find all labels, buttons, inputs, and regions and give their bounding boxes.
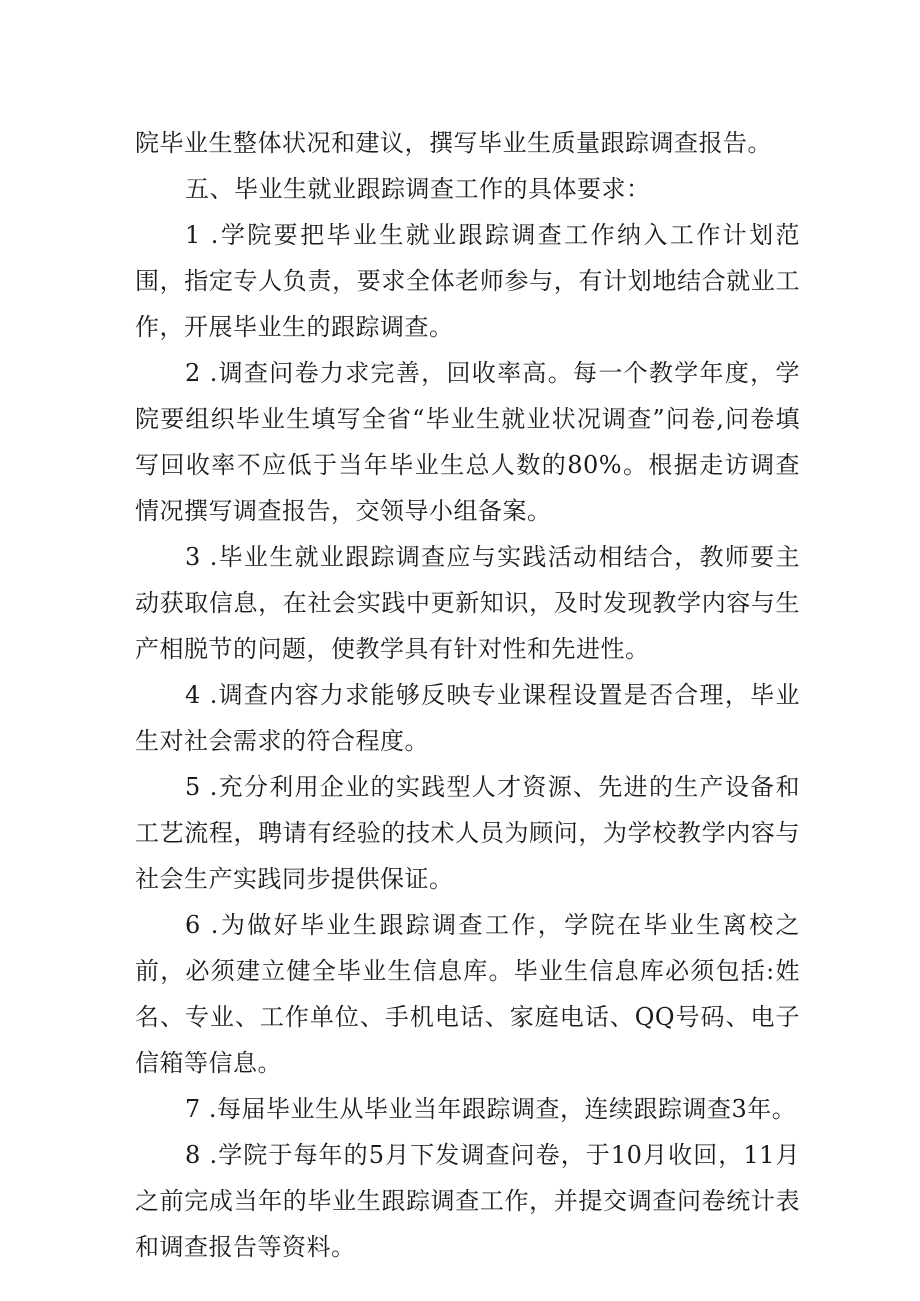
requirement-item-8: 8 .学院于每年的5月下发调查问卷，于10月收回，11月之前完成当年的毕业生跟踪调查工作，并提交调查问卷统计表和调查报告等资料。 bbox=[135, 1141, 800, 1261]
requirement-item-2: 2 .调查问卷力求完善，回收率高。每一个教学年度，学院要组织毕业生填写全省“毕业生就业状况调查”问卷,问卷填写回收率不应低于当年毕业生总人数的80%。根据走访调查情况撰写调查报告，交领导小组备案。 bbox=[135, 359, 800, 525]
requirement-item-4: 4 .调查内容力求能够反映专业课程设置是否合理，毕业生对社会需求的符合程度。 bbox=[135, 681, 800, 755]
requirement-item-3: 3 .毕业生就业跟踪调查应与实践活动相结合，教师要主动获取信息，在社会实践中更新知识，及时发现教学内容与生产相脱节的问题，使教学具有针对性和先进性。 bbox=[135, 543, 800, 663]
requirement-item-7: 7 .每届毕业生从毕业当年跟踪调查，连续跟踪调查3年。 bbox=[185, 1095, 797, 1123]
requirement-item-5: 5 .充分利用企业的实践型人才资源、先进的生产设备和工艺流程，聘请有经验的技术人员为顾问，为学校教学内容与社会生产实践同步提供保证。 bbox=[135, 773, 800, 893]
requirement-item-6: 6 .为做好毕业生跟踪调查工作，学院在毕业生离校之前，必须建立健全毕业生信息库。毕业生信息库必须包括:姓名、专业、工作单位、手机电话、家庭电话、QQ号码、电子信箱等信息。 bbox=[135, 911, 800, 1077]
document-body bbox=[135, 120, 800, 1270]
paragraph-continuation: 院毕业生整体状况和建议，撰写毕业生质量跟踪调查报告。 bbox=[135, 129, 772, 157]
requirement-item-1: 1 .学院要把毕业生就业跟踪调查工作纳入工作计划范围，指定专人负责，要求全体老师参与，有计划地结合就业工作，开展毕业生的跟踪调查。 bbox=[135, 221, 800, 341]
section-heading-5: 五、毕业生就业跟踪调查工作的具体要求： bbox=[185, 175, 651, 203]
